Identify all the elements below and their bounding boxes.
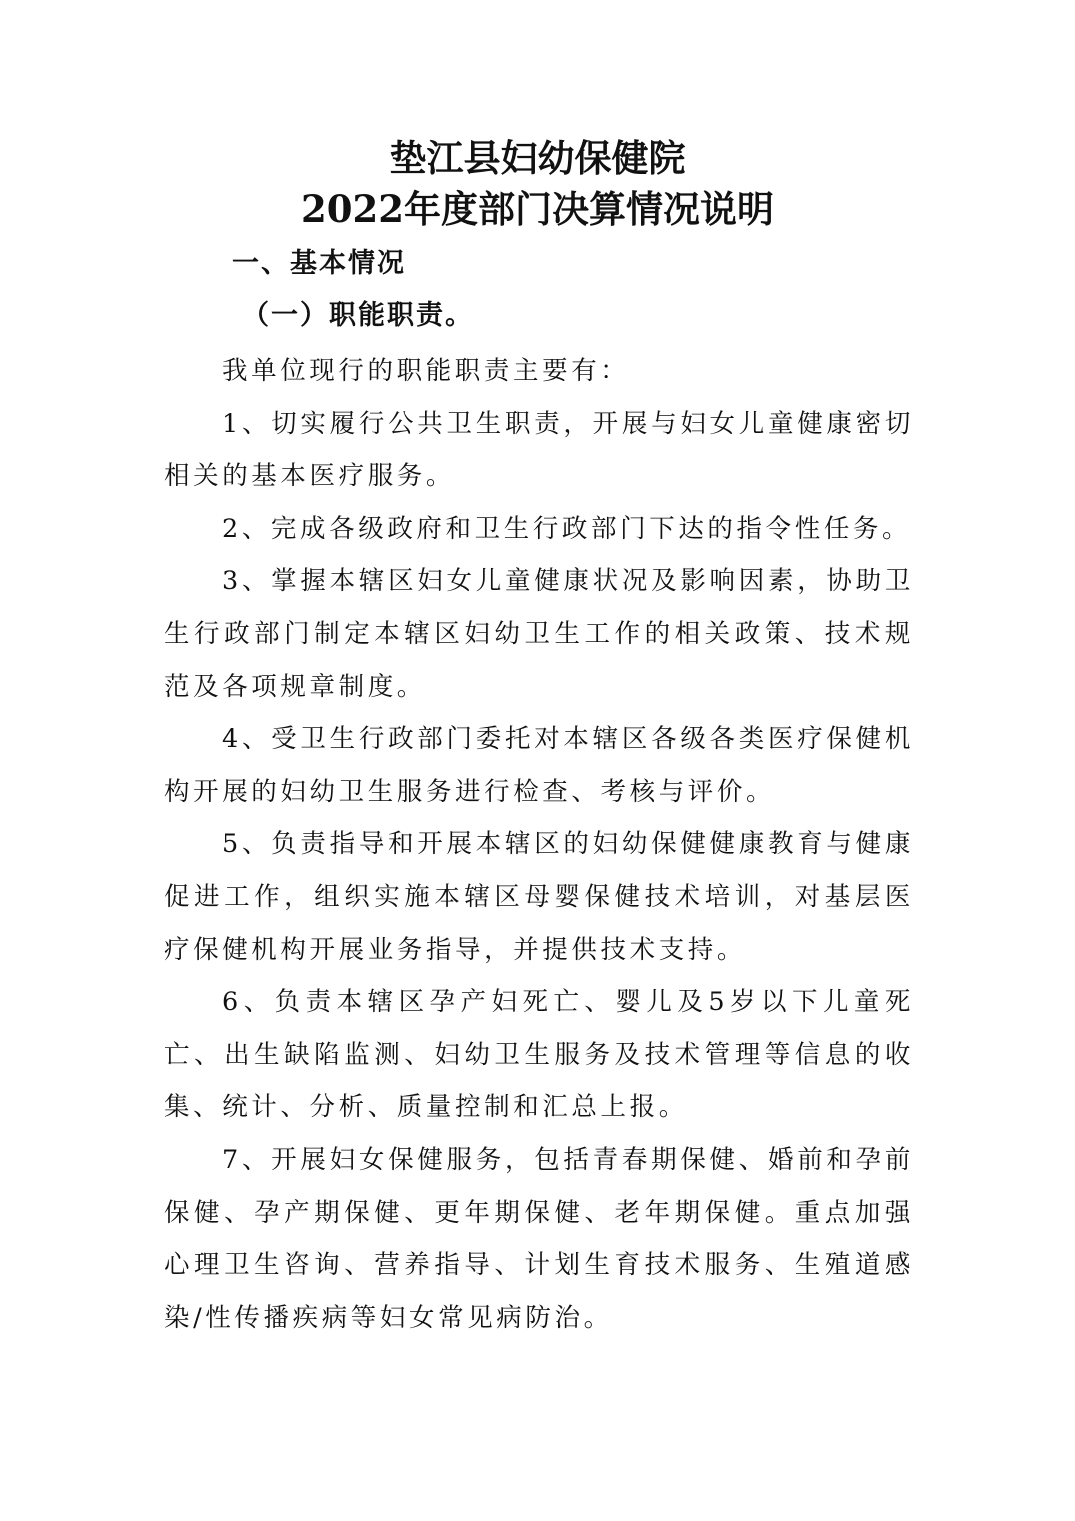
paragraph-item-1: 1、切实履行公共卫生职责，开展与妇女儿童健康密切相关的基本医疗服务。 xyxy=(164,408,914,492)
paragraph-item-3: 3、掌握本辖区妇女儿童健康状况及影响因素，协助卫生行政部门制定本辖区妇幼卫生工作的相关政策、技术规范及各项规章制度。 xyxy=(164,566,914,702)
document-title-line-1: 垫江县妇幼保健院 xyxy=(389,136,686,180)
paragraph-item-6: 6、负责本辖区孕产妇死亡、婴儿及5岁以下儿童死亡、出生缺陷监测、妇幼卫生服务及技术管理等信息的收集、统计、分析、质量控制和汇总上报。 xyxy=(164,987,914,1123)
paragraph-intro: 我单位现行的职能职责主要有： xyxy=(222,356,630,386)
subsection-heading: （一）职能职责。 xyxy=(242,300,474,331)
body-text xyxy=(164,345,914,1344)
paragraph-item-5: 5、负责指导和开展本辖区的妇幼保健健康教育与健康促进工作，组织实施本辖区母婴保健技术培训，对基层医疗保健机构开展业务指导，并提供技术支持。 xyxy=(164,829,914,965)
paragraph-item-7: 7、开展妇女保健服务，包括青春期保健、婚前和孕前保健、孕产期保健、更年期保健、老年期保健。重点加强心理卫生咨询、营养指导、计划生育技术服务、生殖道感染/性传播疾病等妇女常见病防治。 xyxy=(164,1144,914,1333)
paragraph-item-4: 4、受卫生行政部门委托对本辖区各级各类医疗保健机构开展的妇幼卫生服务进行检查、考核与评价。 xyxy=(164,724,914,807)
document-title-line-2: 2022年度部门决算情况说明 xyxy=(301,187,774,231)
section-heading: 一、基本情况 xyxy=(232,248,406,279)
paragraph-item-2: 2、完成各级政府和卫生行政部门下达的指令性任务。 xyxy=(222,513,912,544)
